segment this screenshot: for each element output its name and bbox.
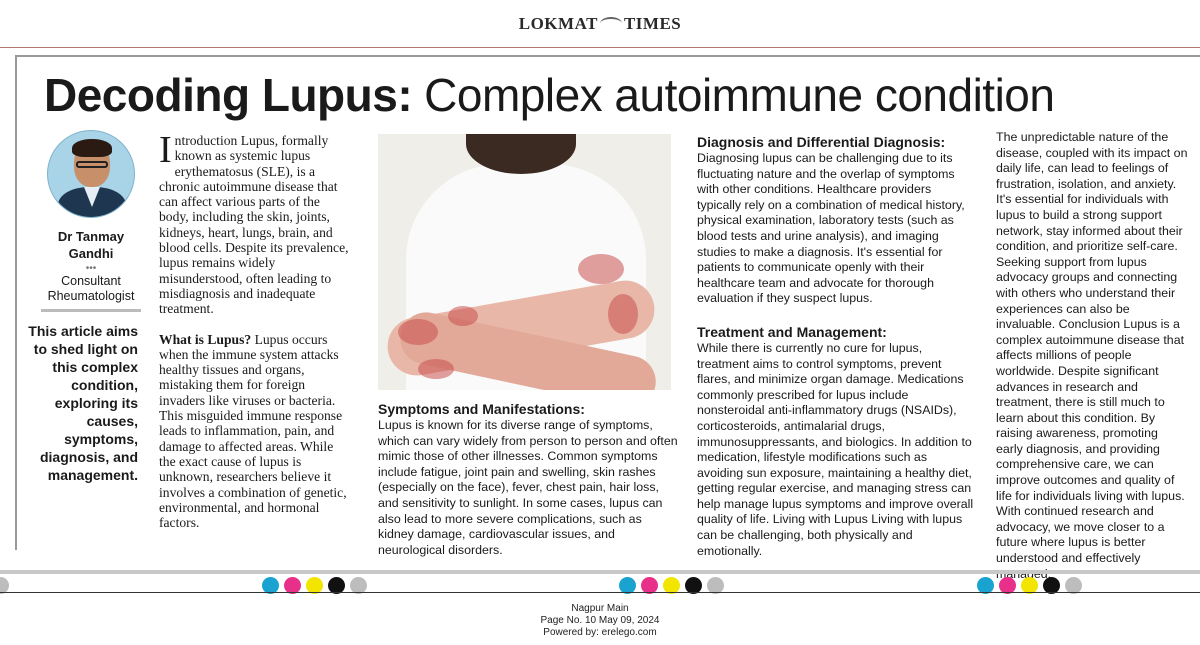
article-headline (44, 66, 1164, 124)
treatment-heading: Treatment and Management: (697, 323, 887, 340)
print-color-bar (0, 570, 1200, 574)
intro-paragraph (159, 129, 352, 317)
symptoms-section (378, 400, 678, 558)
closing-text: The unpredictable nature of the disease, coupled with its impact on daily life, can lead to feelings of frustration, isolation, and anxiety. It's essential for individuals with lupus to build a strong support network, stay informed about their condition, and prioritize self-care. Seeking support from lupus advocacy groups and connecting with others who understand their experiences can also be invaluable. Conclusion Lupus is a complex autoimmune disease that affects millions of people worldwide. Despite significant advances in research and treatment, there is still much to learn about this condition. By raising awareness, promoting early diagnosis, and providing comprehensive care, we can improve outcomes and quality of life for individuals living with lupus. With continued research and advocacy, we move closer to a future where lupus is better understood and effectively (996, 130, 1188, 566)
diagnosis-heading: Diagnosis and Differential Diagnosis: (697, 134, 946, 150)
emblem-icon (600, 17, 622, 30)
footer-powered-by: Powered by: erelego.com (543, 627, 657, 638)
closing-column (996, 130, 1188, 582)
pull-quote: This article aims to shed light on this complex condition, exploring its causes, symptoms, diagnosis, and management. (28, 323, 138, 483)
footer-page-date: Page No. 10 May 09, 2024 (540, 615, 660, 626)
author-avatar (47, 130, 135, 218)
footer-edition: Nagpur Main (571, 603, 629, 614)
treatment-text: While there is currently no cure for lupus, treatment aims to control symptoms, prevent flares, and minimize organ damage. Medications commonly prescribed for lupus include nonsteroidal anti-inflammatory drugs (NSAIDs), corticosteroids, antimalarial drugs, immunosuppressants, and biologics. In addition to medication, lifestyle modifications such as avoiding sun exposure, maintaining a healthy diet, getting regular exercise, and managing stress can help manage lupus symptoms and improve overall quality of life. Living with Lupus Living with lupus can be challenging, both physically and emotionally. (697, 340, 974, 558)
author-name: Dr Tanmay Gandhi (57, 229, 125, 261)
author-box (36, 130, 146, 312)
what-is-lupus-paragraph (159, 332, 352, 531)
author-rule (41, 309, 141, 312)
article-frame-left (15, 55, 17, 550)
diagnosis-text: Diagnosing lupus can be challenging due to its fluctuating nature and the overlap of symptoms with other conditions. Healthcare providers typically rely on a combination of medical history, physical examination, laboratory tests (such as blood tests and urine analysis), and imaging studies to make a diagnosis. It's essential for patients to communicate openly with their healthcare team and advocate for thorough evaluation if they suspect lupus. (697, 151, 965, 306)
footer-rule (0, 592, 1200, 593)
logo-right: TIMES (623, 14, 682, 33)
diagnosis-treatment-column (697, 133, 975, 559)
intro-column (159, 129, 352, 531)
what-is-lupus-lead: What is Lupus? (159, 331, 252, 347)
article-frame-top (17, 55, 1200, 57)
headline-bold: Decoding Lupus: (44, 69, 413, 121)
author-role: Consultant Rheumatologist (47, 274, 135, 303)
intro-text: ntroduction Lupus, formally known as systemic lupus erythematosus (SLE), is a chronic autoimmune disease that can affect various parts of the body, including the skin, joints, kidneys, heart, lungs, brain, and blood cells. Despite its prevalence, lupus remains widely misunderstood, often leading to misdiagnosis and inadequate treatment. (159, 133, 349, 317)
newspaper-logo (0, 14, 1200, 34)
page-footer (0, 603, 1200, 639)
masthead (0, 0, 1200, 48)
symptoms-heading: Symptoms and Manifestations: (378, 401, 585, 417)
logo-left: LOKMAT (518, 14, 598, 33)
what-is-lupus-text: Lupus occurs when the immune system attacks healthy tissues and organs, mistaking them for foreign invaders like viruses or bacteria. This misguided immune response leads to inflammation, pain, and damage to affected areas. While the exact cause of lupus is unknown, researchers believe it involves a combination of genetic, environmental, and hormonal factors. (159, 331, 347, 531)
headline-light: Complex autoimmune condition (424, 69, 1055, 121)
symptoms-text: Lupus is known for its diverse range of symptoms, which can vary widely from person to person and often mimic those of other illnesses. Common symptoms include fatigue, joint pain and swelling, skin rashes (especially on the face), fever, chest pain, hair loss, and sensitivity to sunlight. In some cases, lupus can also lead to more severe complications, such as kidney damage, cardiovascular issues, and neurological disorders. (378, 418, 678, 557)
article-photo (378, 134, 671, 390)
author-divider-dots: ••• (85, 263, 97, 274)
drop-cap: I (159, 129, 172, 171)
